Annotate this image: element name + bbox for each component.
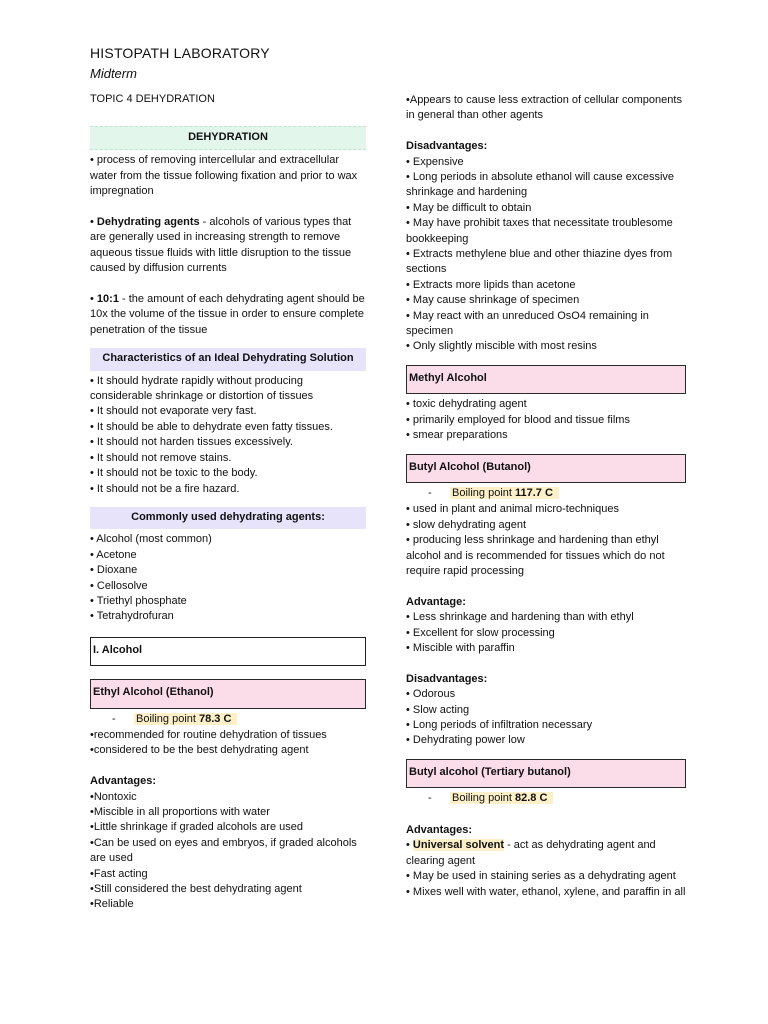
list-item: • Mixes well with water, ethanol, xylene, and paraffin in all	[406, 885, 686, 898]
list-item: • May have prohibit taxes that necessitate troublesome bookkeeping	[406, 217, 673, 245]
tertiary-boiling-point: - Boiling point 82.8 C	[406, 791, 686, 806]
methyl-alcohol-box: Methyl Alcohol	[406, 365, 686, 394]
list-item: •Can be used on eyes and embryos, if graded alcohols are used	[90, 836, 357, 865]
definition-paragraph: • process of removing intercellular and extracellular water from the tissue following fixation and prior to wax impregnation	[90, 154, 358, 198]
ethanol-intro-paragraph: •Appears to cause less extraction of cellular components in general than other agents	[406, 94, 682, 122]
list-item: • It should not harden tissues excessively.	[90, 436, 293, 449]
dehydrating-agents-term: Dehydrating agents	[96, 216, 200, 229]
list-item: • Alcohol (most common)	[90, 533, 212, 546]
list-item: • Dioxane	[90, 564, 138, 577]
list-item: •Still considered the best dehydrating agent	[90, 883, 302, 896]
butyl-boiling-point: - Boiling point 117.7 C	[406, 486, 686, 501]
list-item: • Expensive	[406, 155, 464, 168]
butyl-advantage-heading: Advantage:	[406, 595, 466, 608]
disadvantages-heading: Disadvantages:	[406, 140, 488, 153]
list-item: • It should not be a fire hazard.	[90, 482, 240, 495]
list-item: • Acetone	[90, 548, 137, 561]
list-item: •Fast acting	[90, 867, 148, 880]
butyl-list	[406, 502, 686, 579]
butyl-disadvantages-heading: Disadvantages:	[406, 672, 488, 685]
list-item: •Reliable	[90, 898, 134, 911]
list-item: • Triethyl phosphate	[90, 594, 187, 607]
list-item: • It should hydrate rapidly without producing considerable shrinkage or distortion of tissues	[90, 374, 314, 403]
list-item: • producing less shrinkage and hardening than ethyl alcohol and is recommended for tissues which do not require rapid processing	[406, 534, 665, 577]
list-item: •Miscible in all proportions with water	[90, 805, 270, 818]
list-item: • May be used in staining series as a dehydrating agent	[406, 870, 676, 883]
list-item: •recommended for routine dehydration of tissues	[90, 728, 327, 741]
list-item: • May cause shrinkage of specimen	[406, 294, 580, 307]
list-item: • It should not evaporate very fast.	[90, 405, 257, 418]
list-item: • Only slightly miscible with most resins	[406, 340, 597, 353]
list-item: • toxic dehydrating agent	[406, 398, 527, 411]
list-item: • Long periods in absolute ethanol will cause excessive shrinkage and hardening	[406, 171, 675, 199]
list-item: • smear preparations	[406, 429, 508, 442]
common-agents-heading: Commonly used dehydrating agents:	[90, 507, 366, 529]
list-item: • It should not remove stains.	[90, 451, 232, 464]
list-item: • May react with an unreduced OsO4 remaining in specimen	[406, 309, 649, 338]
list-item: • Odorous	[406, 688, 456, 701]
butyl-disadvantages-list	[406, 687, 686, 749]
document-title: HISTOPATH LABORATORY	[90, 45, 270, 61]
list-item: • It should not be toxic to the body.	[90, 467, 258, 480]
ratio-paragraph: • 10:1 - the amount of each dehydrating agent should be 10x the volume of the tissue in order to ensure complete penetration of the tissue	[90, 293, 365, 336]
list-item: • slow dehydrating agent	[406, 518, 527, 531]
common-agents-list	[90, 532, 366, 624]
ideal-solution-list	[90, 374, 366, 497]
dehydrating-agents-paragraph: • Dehydrating agents - alcohols of various types that are generally used in increasing strength to remove aqueous tissue fluids with little disruption to the tissue caused by diffusion currents	[90, 216, 352, 275]
ethyl-boiling-point: - Boiling point 78.3 C	[90, 712, 366, 727]
list-item: • Excellent for slow processing	[406, 626, 555, 639]
butyl-advantage-list	[406, 610, 686, 656]
ethyl-advantages-heading: Advantages:	[90, 775, 157, 788]
list-item: • Tetrahydrofuran	[90, 610, 174, 623]
list-item: •Nontoxic	[90, 790, 137, 803]
universal-solvent-term: Universal solvent	[412, 839, 505, 852]
ethyl-advantages-list	[90, 790, 366, 913]
list-item: • used in plant and animal micro-techniques	[406, 503, 619, 516]
list-item: • Long periods of infiltration necessary	[406, 718, 593, 731]
list-item: • Extracts more lipids than acetone	[406, 278, 576, 291]
list-item: • Miscible with paraffin	[406, 641, 515, 654]
right-column	[406, 93, 686, 900]
list-item: • Cellosolve	[90, 579, 148, 592]
list-item: • Slow acting	[406, 703, 470, 716]
list-item: • Less shrinkage and hardening than with ethyl	[406, 611, 634, 624]
left-column	[90, 126, 366, 913]
list-item: • Extracts methylene blue and other thiazine dyes from sections	[406, 248, 673, 276]
alcohol-section-box: I. Alcohol	[90, 637, 366, 666]
ratio-term: 10:1	[96, 293, 119, 306]
disadvantages-list	[406, 155, 686, 355]
list-item: •considered to be the best dehydrating agent	[90, 744, 309, 757]
dehydration-heading: DEHYDRATION	[90, 126, 366, 150]
methyl-list	[406, 397, 686, 443]
list-item: • Dehydrating power low	[406, 734, 525, 747]
ideal-solution-heading: Characteristics of an Ideal Dehydrating Solution	[90, 348, 366, 370]
list-item: •Little shrinkage if graded alcohols are used	[90, 821, 303, 834]
document-subtitle: Midterm	[90, 66, 137, 81]
butyl-alcohol-box: Butyl Alcohol (Butanol)	[406, 454, 686, 483]
list-item: • It should be able to dehydrate even fatty tissues.	[90, 420, 333, 433]
topic-heading: TOPIC 4 DEHYDRATION	[90, 93, 215, 105]
tertiary-advantages-heading: Advantages:	[406, 824, 473, 836]
list-item: • primarily employed for blood and tissue films	[406, 413, 630, 426]
ethyl-alcohol-box: Ethyl Alcohol (Ethanol)	[90, 679, 366, 708]
list-item: • Universal solvent - act as dehydrating agent and clearing agent	[406, 839, 656, 867]
tertiary-butanol-box: Butyl alcohol (Tertiary butanol)	[406, 759, 686, 788]
list-item: • May be difficult to obtain	[406, 201, 532, 214]
